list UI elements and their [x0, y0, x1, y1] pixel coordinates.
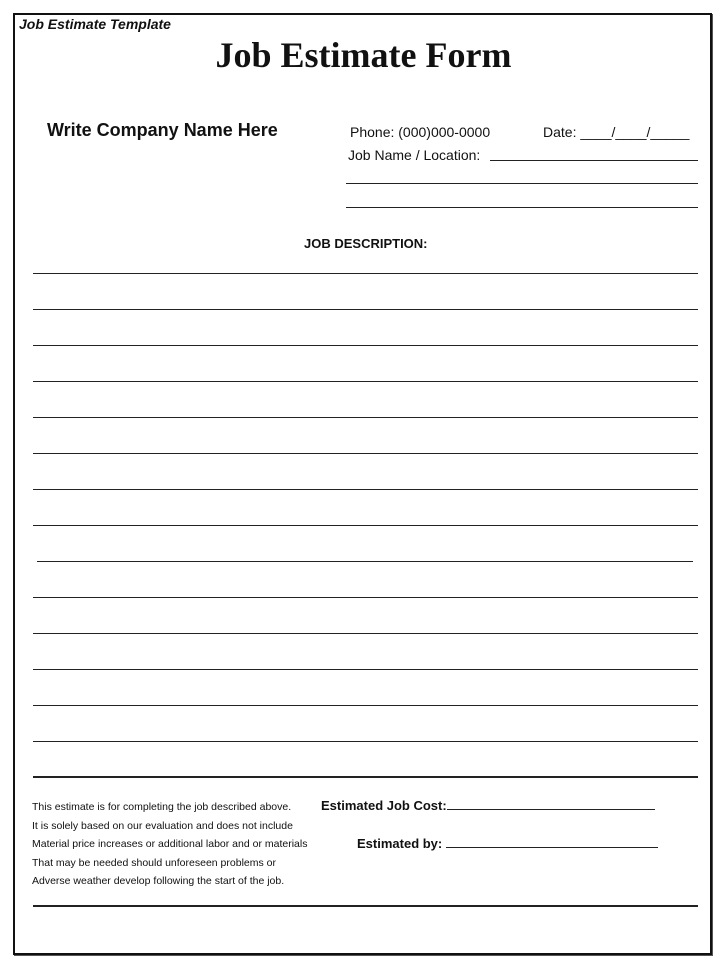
- description-line[interactable]: [33, 525, 698, 526]
- description-line[interactable]: [33, 309, 698, 310]
- disclaimer-text: [32, 798, 307, 891]
- description-line[interactable]: [33, 345, 698, 346]
- template-label: Job Estimate Template: [19, 16, 171, 32]
- description-line[interactable]: [33, 489, 698, 490]
- estimated-by-label: Estimated by:: [357, 836, 443, 851]
- description-line[interactable]: [33, 381, 698, 382]
- disclaimer-line: This estimate is for completing the job described above.: [32, 801, 292, 813]
- disclaimer-line: Material price increases or additional labor and or materials: [32, 838, 308, 851]
- job-name-location-input[interactable]: [490, 160, 698, 161]
- estimated-cost-label: Estimated Job Cost:: [321, 798, 447, 813]
- disclaimer-line: That may be needed should unforeseen problems or: [32, 856, 276, 869]
- description-line[interactable]: [33, 453, 698, 454]
- description-line[interactable]: [33, 669, 698, 670]
- disclaimer-line: Adverse weather develop following the start of the job.: [32, 875, 285, 888]
- job-location-line-3[interactable]: [346, 207, 698, 208]
- estimated-cost-input[interactable]: [447, 797, 655, 810]
- description-line[interactable]: [33, 633, 698, 634]
- phone-field[interactable]: Phone: (000)000-0000: [350, 124, 491, 140]
- description-line[interactable]: [33, 417, 698, 418]
- estimated-by-input[interactable]: [446, 835, 658, 848]
- page-title: Job Estimate Form: [215, 35, 512, 75]
- job-name-location-label: Job Name / Location:: [348, 147, 481, 163]
- estimated-cost-field: [321, 797, 655, 813]
- signature-line[interactable]: [33, 905, 698, 907]
- description-line[interactable]: [33, 741, 698, 742]
- description-line[interactable]: [33, 705, 698, 706]
- job-location-line-2[interactable]: [346, 183, 698, 184]
- description-line[interactable]: [33, 597, 698, 598]
- disclaimer-line: It is solely based on our evaluation and does not include: [32, 819, 293, 832]
- description-line[interactable]: [37, 561, 693, 562]
- estimated-by-field: [357, 835, 658, 851]
- company-name-field[interactable]: Write Company Name Here: [47, 120, 278, 140]
- description-line[interactable]: [33, 273, 698, 274]
- date-field[interactable]: Date: ____/____/_____: [543, 124, 690, 140]
- job-description-heading: JOB DESCRIPTION:: [304, 236, 428, 251]
- description-line[interactable]: [33, 776, 698, 778]
